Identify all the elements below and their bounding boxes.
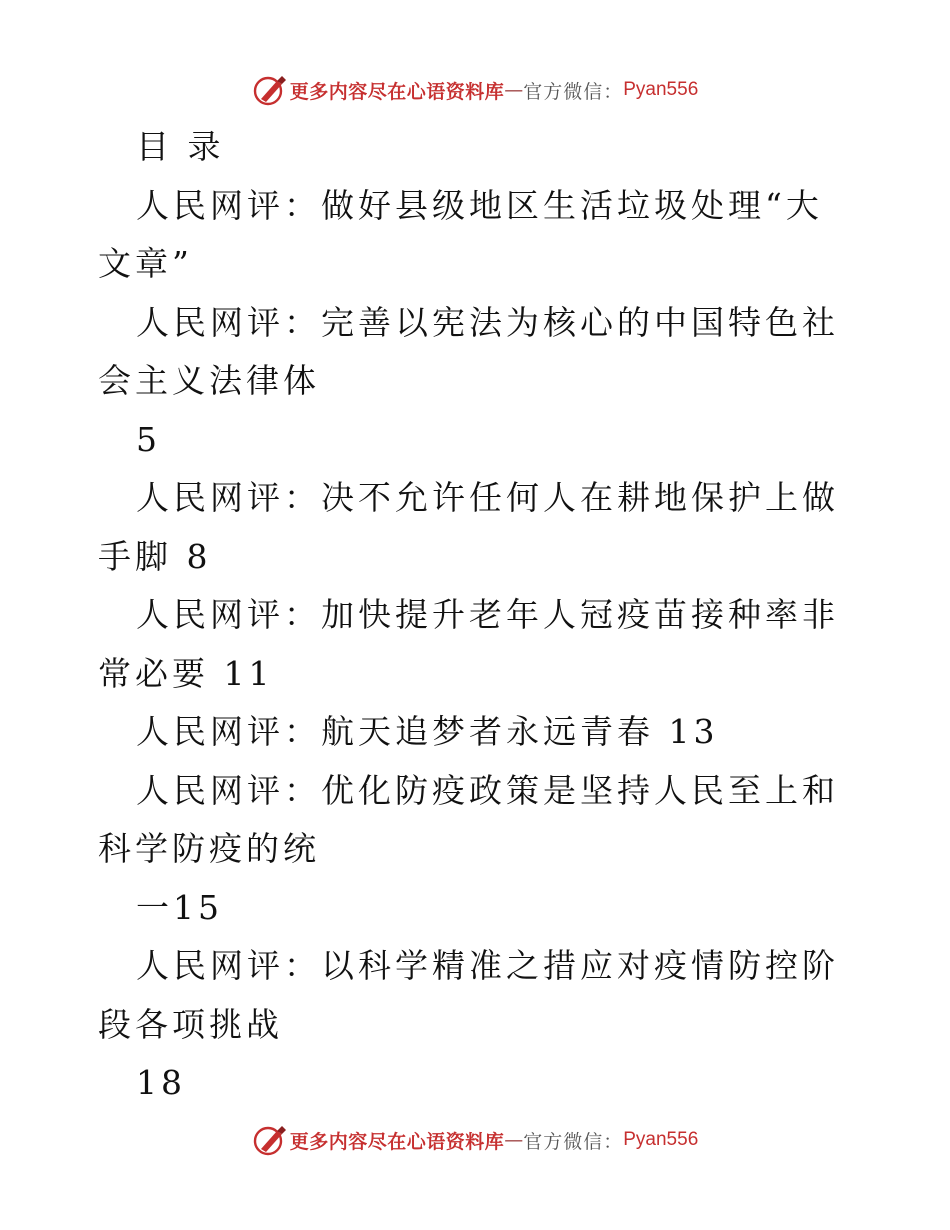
toc-entry: 人民网评：做好县级地区生活垃圾处理“大文章” [98, 185, 823, 283]
toc-entry: 人民网评：加快提升老年人冠疫苗接种率非常必要 11 [98, 595, 839, 693]
toc-entry: 人民网评：完善以宪法为核心的中国特色社会主义法律体 [98, 302, 839, 400]
toc-page-number: 18 [136, 1063, 186, 1102]
toc-entry: 人民网评：航天追梦者永远青春 13 [136, 712, 719, 751]
separator-dash: — [504, 79, 524, 101]
pen-logo-icon [252, 1123, 288, 1157]
toc-heading: 目 录 [136, 127, 225, 166]
toc-entry: 人民网评：决不允许任何人在耕地保护上做手脚 8 [98, 478, 839, 576]
toc-entry: 人民网评：优化防疫政策是坚持人民至上和科学防疫的统 [98, 770, 839, 868]
wechat-id: Pyan556 [623, 1129, 699, 1150]
toc-page-number: 5 [136, 419, 161, 459]
header-watermark [0, 70, 950, 110]
site-name: 更多内容尽在心语资料库 [289, 1130, 505, 1153]
separator-dash: — [504, 1129, 524, 1151]
site-name: 更多内容尽在心语资料库 [289, 80, 505, 103]
wechat-id: Pyan556 [623, 79, 699, 100]
official-label: 官方微信： [523, 1130, 624, 1153]
official-label: 官方微信： [523, 80, 624, 103]
pen-logo-icon [252, 73, 288, 107]
table-of-contents [98, 118, 858, 1113]
toc-entry: 人民网评：以科学精准之措应对疫情防控阶段各项挑战 [98, 946, 839, 1044]
toc-page-number: 一15 [136, 887, 223, 927]
footer-watermark [0, 1120, 950, 1160]
